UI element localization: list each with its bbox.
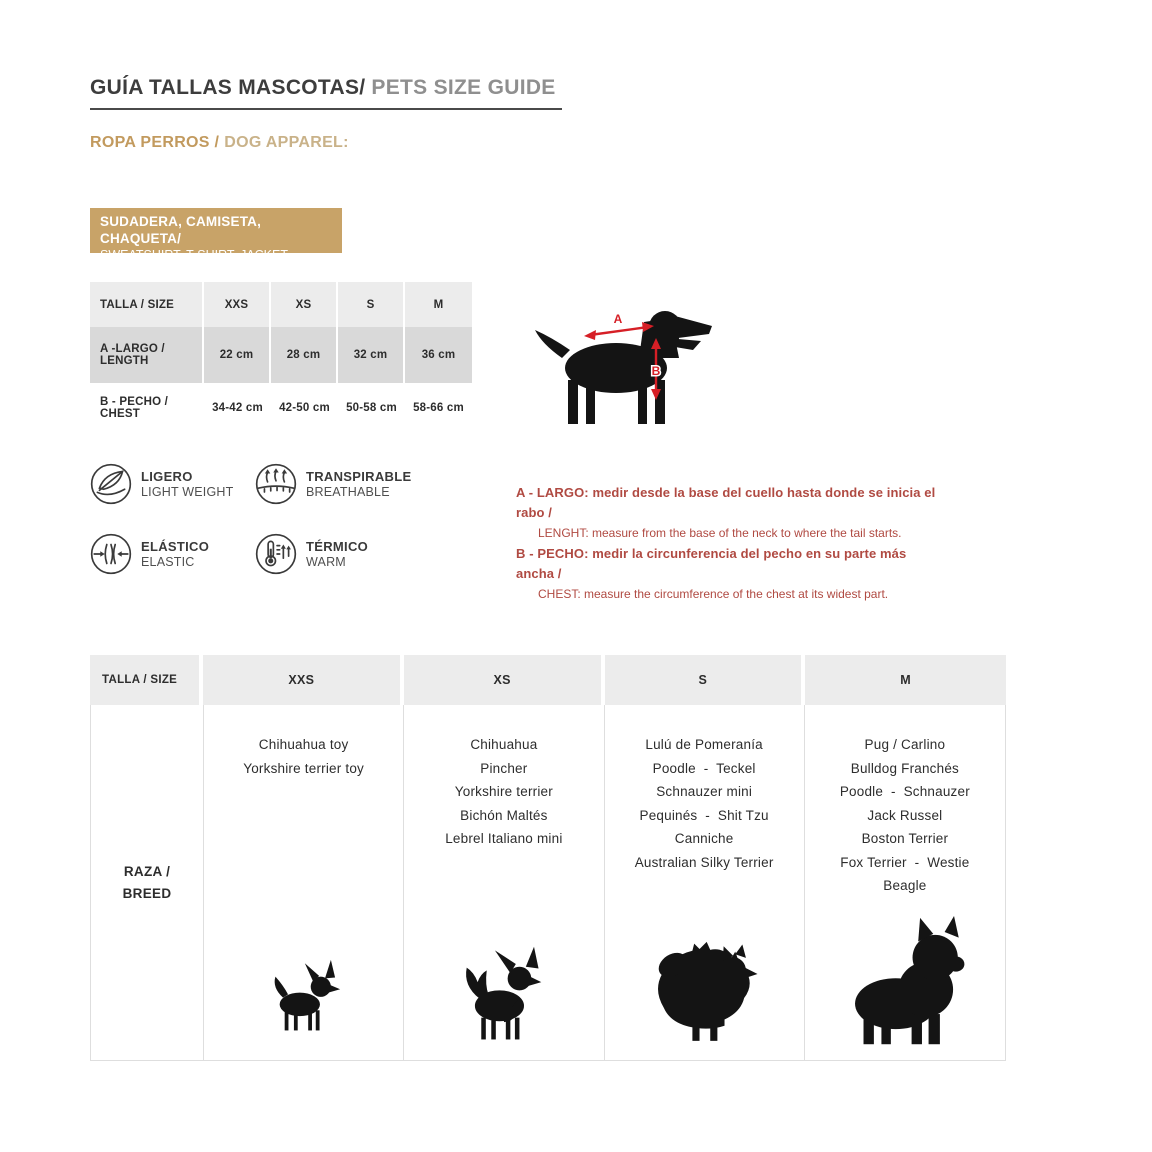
breed-item: Yorkshire terrier [454,784,553,799]
note-a-es: A - LARGO: medir desde la base del cuello hasta donde se inicia el rabo / [516,485,936,520]
size-table-header-xxs: XXS [204,282,271,327]
size-table-header-xs: XS [271,282,338,327]
breed-item: Canniche [674,831,734,846]
category-title-es: SUDADERA, CAMISETA, CHAQUETA/ [100,214,262,246]
note-b-es: B - PECHO: medir la circunferencia del pecho en su parte más ancha / [516,546,907,581]
french-bulldog-silhouette-icon [839,916,971,1048]
feature-elastic-en: ELASTIC [141,554,195,569]
feature-warm-es: TÉRMICO [306,538,369,554]
length-m: 36 cm [405,327,472,383]
breed-item: Poodle - Schnauzer [839,784,970,799]
breed-table-body [90,705,1006,1061]
chest-s: 50-58 cm [338,383,405,432]
breed-header-label: TALLA / SIZE [90,655,203,705]
note-a-en: LENGHT: measure from the base of the neck to where the tail starts. [538,526,902,540]
breed-item: Schnauzer mini [656,784,753,799]
breed-item: Bulldog Franchés [850,760,959,776]
subtitle-en: DOG APPAREL: [224,134,349,151]
note-b-en: CHEST: measure the circumference of the chest at its widest part. [538,587,889,601]
chest-xxs: 34-42 cm [204,383,271,432]
breed-table [90,655,1006,1061]
breed-header-m: M [805,655,1006,705]
pomeranian-silhouette-icon [646,936,762,1044]
size-table-row-length [90,327,472,383]
breed-cell-m [805,705,1005,1060]
row-chest-label: B - PECHO / CHEST [90,383,204,432]
section-subtitle [90,134,349,152]
page-title [90,76,562,110]
chest-m: 58-66 cm [405,383,472,432]
breed-row-label [91,705,204,1060]
size-table-row-chest [90,383,472,432]
label-a: A [613,312,623,326]
breed-cell-xxs [204,705,404,1060]
size-table-header-s: S [338,282,405,327]
size-table-header-label: TALLA / SIZE [90,282,204,327]
feature-warm [255,533,368,575]
feature-elastic [90,533,209,575]
subtitle-es: ROPA PERROS / [90,134,220,151]
breed-item: Lebrel Italiano mini [445,831,563,846]
breed-item: Yorkshire terrier toy [243,760,364,776]
breed-item: Bichón Maltés [460,807,548,823]
breed-header-xxs: XXS [203,655,404,705]
feature-lightweight-en: LIGHT WEIGHT [141,484,234,499]
feature-lightweight [90,463,233,505]
length-xs: 28 cm [271,327,338,383]
length-xxs: 22 cm [204,327,271,383]
breed-item: Poodle - Teckel [652,760,756,776]
breed-item: Pincher [480,760,528,776]
breed-item: Pug / Carlino [864,737,946,752]
category-banner [90,208,342,262]
label-b: B [651,364,661,378]
breed-item: Beagle [883,878,927,893]
page-title-en: PETS SIZE GUIDE [371,76,556,99]
feature-lightweight-es: LIGERO [141,468,193,484]
length-s: 32 cm [338,327,405,383]
breed-table-header-row [90,655,1006,705]
breed-row-label-es: RAZA / [123,863,171,879]
breed-item: Fox Terrier - Westie [840,854,970,870]
elastic-icon [90,533,132,575]
breed-header-s: S [605,655,806,705]
size-table [90,282,472,432]
breed-item: Australian Silky Terrier [634,854,774,870]
breed-row-label-en: BREED [122,885,172,901]
breed-item: Chihuahua toy [258,737,349,752]
size-table-header-m: M [405,282,472,327]
feature-breathable-en: BREATHABLE [306,484,390,499]
breathable-icon [255,463,297,505]
page-title-es: GUÍA TALLAS MASCOTAS/ [90,76,366,99]
breed-cell-s [605,705,805,1060]
breed-item: Pequinés - Shit Tzu [639,807,769,823]
row-length-label: A -LARGO / LENGTH [90,327,204,383]
measure-arrow-b [651,338,661,400]
breed-item: Boston Terrier [861,831,949,846]
feature-breathable [255,463,411,505]
feature-warm-en: WARM [306,554,346,569]
category-title-en: SWEATSHIRT, T-SHIRT, JACKET [100,248,288,262]
breed-header-xs: XS [404,655,605,705]
papillon-silhouette-icon [454,944,554,1044]
feature-breathable-es: TRANSPIRABLE [306,468,412,484]
measuring-notes [516,483,946,605]
breed-item: Chihuahua [470,737,538,752]
measurement-diagram [528,294,720,435]
size-table-header-row [90,282,472,327]
feather-icon [90,463,132,505]
chest-xs: 42-50 cm [271,383,338,432]
thermometer-icon [255,533,297,575]
feature-elastic-es: ELÁSTICO [141,538,210,554]
breed-item: Jack Russel [867,807,943,823]
labrador-silhouette-icon [528,294,720,430]
breed-cell-xs [404,705,604,1060]
chihuahua-silhouette-icon [262,954,346,1038]
breed-item: Lulú de Pomeranía [645,737,763,752]
